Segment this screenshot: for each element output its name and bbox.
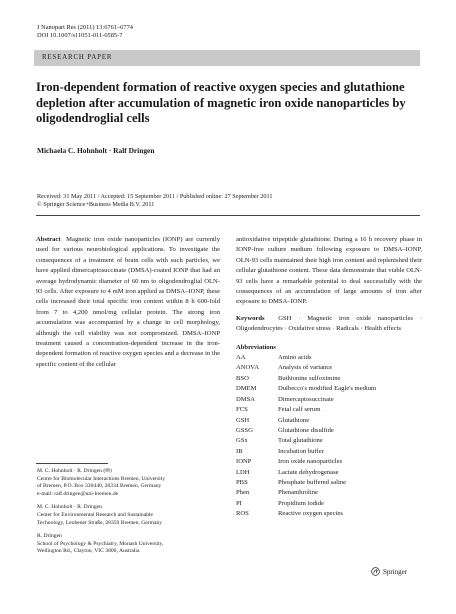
publisher-logo bbox=[371, 567, 407, 576]
author-list: Michaela C. Hohnholt · Ralf Dringen bbox=[37, 146, 155, 155]
abbreviation-row bbox=[236, 478, 376, 488]
abbreviation-definition: Propidium iodide bbox=[278, 499, 324, 507]
keywords-text: GSH · Magnetic iron oxide nanoparticles · Oligodendrocytes · Oxidative stress · Radicals · Health effects bbox=[236, 314, 423, 333]
abbreviation-term: PI bbox=[236, 499, 242, 507]
abbreviation-row bbox=[236, 488, 376, 498]
publisher-name: Springer bbox=[383, 567, 408, 576]
affiliation-line: R. Dringen bbox=[37, 533, 62, 540]
abbreviation-row bbox=[236, 426, 376, 436]
footnote-divider bbox=[36, 463, 108, 464]
abbreviation-row bbox=[236, 499, 376, 509]
abbreviation-definition: Glutathione disulfide bbox=[278, 426, 334, 434]
abbreviation-term: IB bbox=[236, 447, 243, 455]
abbreviation-term: GSH bbox=[236, 416, 250, 424]
abbreviation-definition: Incubation buffer bbox=[278, 447, 324, 455]
abbreviation-row bbox=[236, 416, 376, 426]
abstract-text-right: antioxidative tripeptide glutathione. During a 16 h recovery phase in IONP-free culture medium following exposure to DMSA–IONP, OLN-93 cells maintained their high iron content and replenished their cellular glutathione content. These data demonstrate that viable OLN-93 cells have a remarkable potential to deal successfully with the consequences of an accumulation of large amounts of iron after exposure to DMSA–IONP. bbox=[236, 236, 422, 306]
abbreviation-definition: Phosphate buffered saline bbox=[278, 478, 346, 486]
abbreviation-term: GSSG bbox=[236, 426, 253, 434]
abbreviation-row bbox=[236, 374, 376, 384]
abbreviation-term: ANOVA bbox=[236, 364, 259, 372]
received-dates: Received: 31 May 2011 / Accepted: 15 September 2011 / Published online: 27 September 2011 bbox=[37, 193, 273, 200]
abbreviation-row bbox=[236, 384, 376, 394]
abbreviation-definition: Reactive oxygen species bbox=[278, 510, 343, 518]
affiliation-line: School of Psychology & Psychiatry, Monash University, bbox=[37, 540, 164, 547]
email-link[interactable]: e-mail: ralf.dringen@uni-bremen.de bbox=[37, 490, 119, 497]
abbreviations-table bbox=[236, 353, 376, 520]
abbreviation-row bbox=[236, 509, 376, 519]
journal-citation: J Nanopart Res (2011) 13:6761–6774 bbox=[37, 24, 133, 31]
abbreviation-definition: Lactate dehydrogenase bbox=[278, 468, 339, 476]
affiliation-line: Center for Environmental Research and Sustainable bbox=[37, 511, 154, 518]
journal-doi: DOI 10.1007/s11051-011-0585-7 bbox=[37, 32, 123, 40]
abbreviation-term: PBS bbox=[236, 478, 248, 486]
header-divider bbox=[36, 215, 420, 216]
abstract-right-column bbox=[236, 235, 422, 520]
abbreviation-term: DMEM bbox=[236, 385, 257, 393]
abstract-left-column bbox=[36, 235, 220, 370]
affiliations bbox=[37, 468, 223, 562]
publication-dates bbox=[37, 193, 427, 209]
affiliation-line: Technology, Leobener Straße, 28359 Bremen, Germany bbox=[37, 519, 163, 526]
abbreviation-definition: Amino acids bbox=[278, 354, 312, 362]
affiliation-line: Wellington Rd., Clayton, VIC 3800, Australia bbox=[37, 548, 140, 555]
abbreviation-definition: Buthionine sulfoximine bbox=[278, 374, 341, 382]
abbreviation-definition: Phenanthroline bbox=[278, 489, 318, 497]
affiliation-2 bbox=[37, 504, 223, 527]
affiliation-3 bbox=[37, 533, 223, 556]
keywords bbox=[236, 314, 422, 335]
affiliation-line: Centre for Biomolecular Interactions Bremen, University bbox=[37, 475, 165, 482]
abbreviation-term: BSO bbox=[236, 374, 249, 382]
abbreviation-term: Phen bbox=[236, 489, 250, 497]
copyright-line: © Springer Science+Business Media B.V. 2011 bbox=[37, 201, 155, 208]
abbreviation-definition: Iron oxide nanoparticles bbox=[278, 458, 343, 466]
abbreviation-definition: Analysis of variance bbox=[278, 364, 333, 372]
keywords-label: Keywords bbox=[236, 314, 265, 322]
abbreviation-definition: Glutathione bbox=[278, 416, 310, 424]
abbreviation-definition: Fetal calf serum bbox=[278, 406, 321, 414]
abbreviation-term: FCS bbox=[236, 406, 248, 414]
abbreviation-term: DMSA bbox=[236, 395, 256, 403]
abstract-text-left: Magnetic iron oxide nanoparticles (IONP) are currently used for various neurobiological applications. To investigate the consequences of a treatment of brain cells with such particles, we have applied dimercaptosuccinate (DMSA)-coated IONP that had an average hydrodynamic diameter of 60 nm to oligodendroglial OLN-93 cells. After exposure to 4 mM iron applied as DMSA–IONP, these cells increased their total specific iron content within 8 h 600-fold from 7 to 4,200 nmol/mg cellular protein. The strong iron accumulation was accompanied by a change in cell morphology, although the cell viability was not compromized. DMSA–IONP treatment caused a concentration-dependent increase in the iron-dependent formation of reactive oxygen species and a decrease in the specific content of the cellular bbox=[36, 236, 220, 368]
abbreviation-row bbox=[236, 468, 376, 478]
affiliation-1 bbox=[37, 468, 223, 498]
journal-header bbox=[37, 24, 133, 40]
abbreviation-term: GSx bbox=[236, 437, 248, 445]
abbreviation-row bbox=[236, 457, 376, 467]
abbreviation-term: IONP bbox=[236, 458, 252, 466]
abbreviation-row bbox=[236, 436, 376, 446]
abbreviation-definition: Dulbecco's modified Eagle's medium bbox=[278, 385, 377, 393]
abbreviation-row bbox=[236, 405, 376, 415]
abbreviation-term: AA bbox=[236, 354, 246, 362]
abbreviation-row bbox=[236, 353, 376, 363]
affiliation-line: of Bremen, P.O. Box 330440, 28334 Bremen, Germany bbox=[37, 483, 162, 490]
affiliation-line: M. C. Hohnholt · R. Dringen bbox=[37, 504, 102, 511]
abbreviation-row bbox=[236, 363, 376, 373]
abbreviation-term: ROS bbox=[236, 510, 249, 518]
article-title: Iron-dependent formation of reactive oxygen species and glutathione depletion after accumulation of magnetic iron oxide nanoparticles by oligodendroglial cells bbox=[36, 80, 406, 126]
affiliation-line: M. C. Hohnholt · R. Dringen (✉) bbox=[37, 468, 112, 474]
abbreviation-row bbox=[236, 447, 376, 457]
springer-horse-icon bbox=[371, 567, 380, 576]
abbreviation-definition: Dimercaptosuccinate bbox=[278, 395, 334, 403]
abbreviation-row bbox=[236, 395, 376, 405]
article-type-banner: RESEARCH PAPER bbox=[34, 50, 420, 66]
abbreviations-title: Abbreviations bbox=[236, 343, 276, 351]
abstract-label: Abstract bbox=[36, 236, 61, 243]
abbreviation-term: LDH bbox=[236, 468, 250, 476]
abbreviation-definition: Total glutathione bbox=[278, 437, 323, 445]
